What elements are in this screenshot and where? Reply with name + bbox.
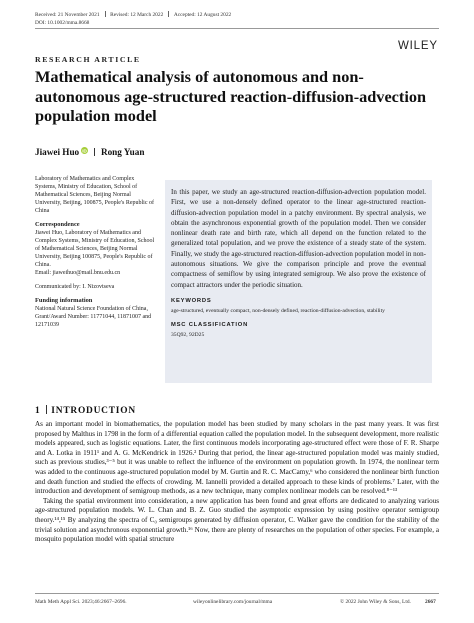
date-divider xyxy=(105,11,106,17)
section-label: RESEARCH ARTICLE xyxy=(35,55,141,64)
affiliation: Laboratory of Mathematics and Complex Systems, Ministry of Education, School of Mathematical Sciences, Beijing Normal University, Beijing, 100875, People's Republic of China xyxy=(35,176,155,214)
accepted-date: Accepted: 12 August 2022 xyxy=(173,12,232,18)
author-name[interactable]: Rong Yuan xyxy=(100,147,145,157)
msc-codes: 35Q92, 92D25 xyxy=(171,331,205,338)
received-date: Received: 21 November 2021 xyxy=(35,12,100,18)
msc-heading: MSC CLASSIFICATION xyxy=(171,321,249,328)
article-dates xyxy=(35,11,231,18)
orcid-icon[interactable] xyxy=(81,147,88,154)
section-heading xyxy=(35,405,136,416)
page-number: 2667 xyxy=(425,599,436,605)
revised-date: Revised: 12 March 2022 xyxy=(110,12,164,18)
paragraph: Taking the spatial environment into consideration, a new application has been found and great efforts are dedicated to analyzing various age-structured population models. W. L. Chan and B. Z. Guo studied the asymptotic expression by using positive operator semigroup theory.¹⁴,¹⁵ By analyzing the spectra of C₀ semigroups generated by diffusion operator, C. Walker gave the condition for the stability of the trivial solution and asynchronous exponential growth.¹⁶ Now, there are plenty of researches on the population of other species. For example, a mosquito population model with spatial structure xyxy=(35,496,439,544)
journal-citation: Math Meth Appl Sci. 2023;46:2667–2696. xyxy=(35,599,127,605)
publisher-logo: WILEY xyxy=(398,40,438,52)
footer-rule xyxy=(35,593,439,594)
section-number: 1 xyxy=(35,406,41,416)
keywords: age-structured, eventually compact, non-densely defined, reaction-diffusion-advection, stability xyxy=(171,307,385,314)
author-name[interactable]: Jiawei Huo xyxy=(35,147,80,157)
header-rule xyxy=(35,28,439,29)
heading-divider xyxy=(46,405,47,414)
correspondence-address: Jiawei Huo, Laboratory of Mathematics and Complex Systems, Ministry of Education, School of Mathematical Sciences, Beijing Normal University, Beijing 100875, People's Republic of China. xyxy=(35,230,155,268)
paragraph: As an important model in biomathematics, the population model has been studied by many scholars in the past many years. It was first proposed by Malthus in 1798 in the form of a differential equation called the population model. In the subsequent development, more realistic models appeared, such as logistic equations. Later, the first continuous models incorporating age-structured effect were those of F. R. Sharpe and A. Lotka in 1911¹ and A. G. McKendrick in 1926.² During that period, the linear age-structured population model was mainly studied, such as previous studies,³⁻⁵ but it was unable to reflect the influence of the environment on population growth. In 1974, the nonlinear term was added to the continuous age-structured population model by M. Gurtin and R. C. MacCamy,⁶ who considered the nonlinear birth function and death function and studied the effects of crowding. M. Iannelli provided a detailed approach to these kinds of problems.⁷ Later, with the introduction and development of semigroup methods, as a new technique, many complex nonlinear models can be resolved.⁸⁻¹³ xyxy=(35,420,439,496)
section-title: INTRODUCTION xyxy=(51,406,136,416)
correspondence-email[interactable]: Email: jiaweihuo@mail.bnu.edu.cn xyxy=(35,270,121,276)
keywords-heading: KEYWORDS xyxy=(171,297,212,304)
communicated-by: Communicated by: I. Nizovtseva xyxy=(35,284,115,290)
funding-info: National Natural Science Foundation of China, Grant/Award Number: 11771044, 11871007 and 12171039 xyxy=(35,306,152,328)
date-divider xyxy=(168,11,169,17)
abstract-box xyxy=(165,180,432,383)
copyright: © 2022 John Wiley & Sons, Ltd. xyxy=(340,599,411,605)
article-title: Mathematical analysis of autonomous and non-autonomous age-structured reaction-diffusion-advection population model xyxy=(35,67,427,125)
svg-text:iD: iD xyxy=(82,148,87,154)
article-sidebar xyxy=(35,175,157,329)
abstract-text: In this paper, we study an age-structured reaction-diffusion-advection population model. First, we use a non-densely defined operator to the linear age-structured reaction-diffusion-advection population model in a patchy environment. By spectral analysis, we obtain the asynchronous exponential growth of the population model. Then we consider nonlinear death rate and birth rate, which all depend on the function related to the generalized total population, and we prove the existence of a steady state of the system. Finally, we study the age-structured reaction-diffusion-advection population model in non-autonomous situations. We give the comparison principle and prove the eventual compactness of semiflow by using integrated semigroup. We also prove the existence of compact attractors under the periodic situation. xyxy=(171,188,426,289)
author-divider xyxy=(94,148,95,156)
journal-url[interactable]: wileyonlinelibrary.com/journal/mma xyxy=(193,599,273,605)
correspondence-heading: Correspondence xyxy=(35,221,80,228)
body-text xyxy=(35,420,439,545)
funding-heading: Funding information xyxy=(35,297,93,304)
author-list xyxy=(35,147,144,157)
doi[interactable]: DOI: 10.1002/mma.8668 xyxy=(35,20,90,26)
